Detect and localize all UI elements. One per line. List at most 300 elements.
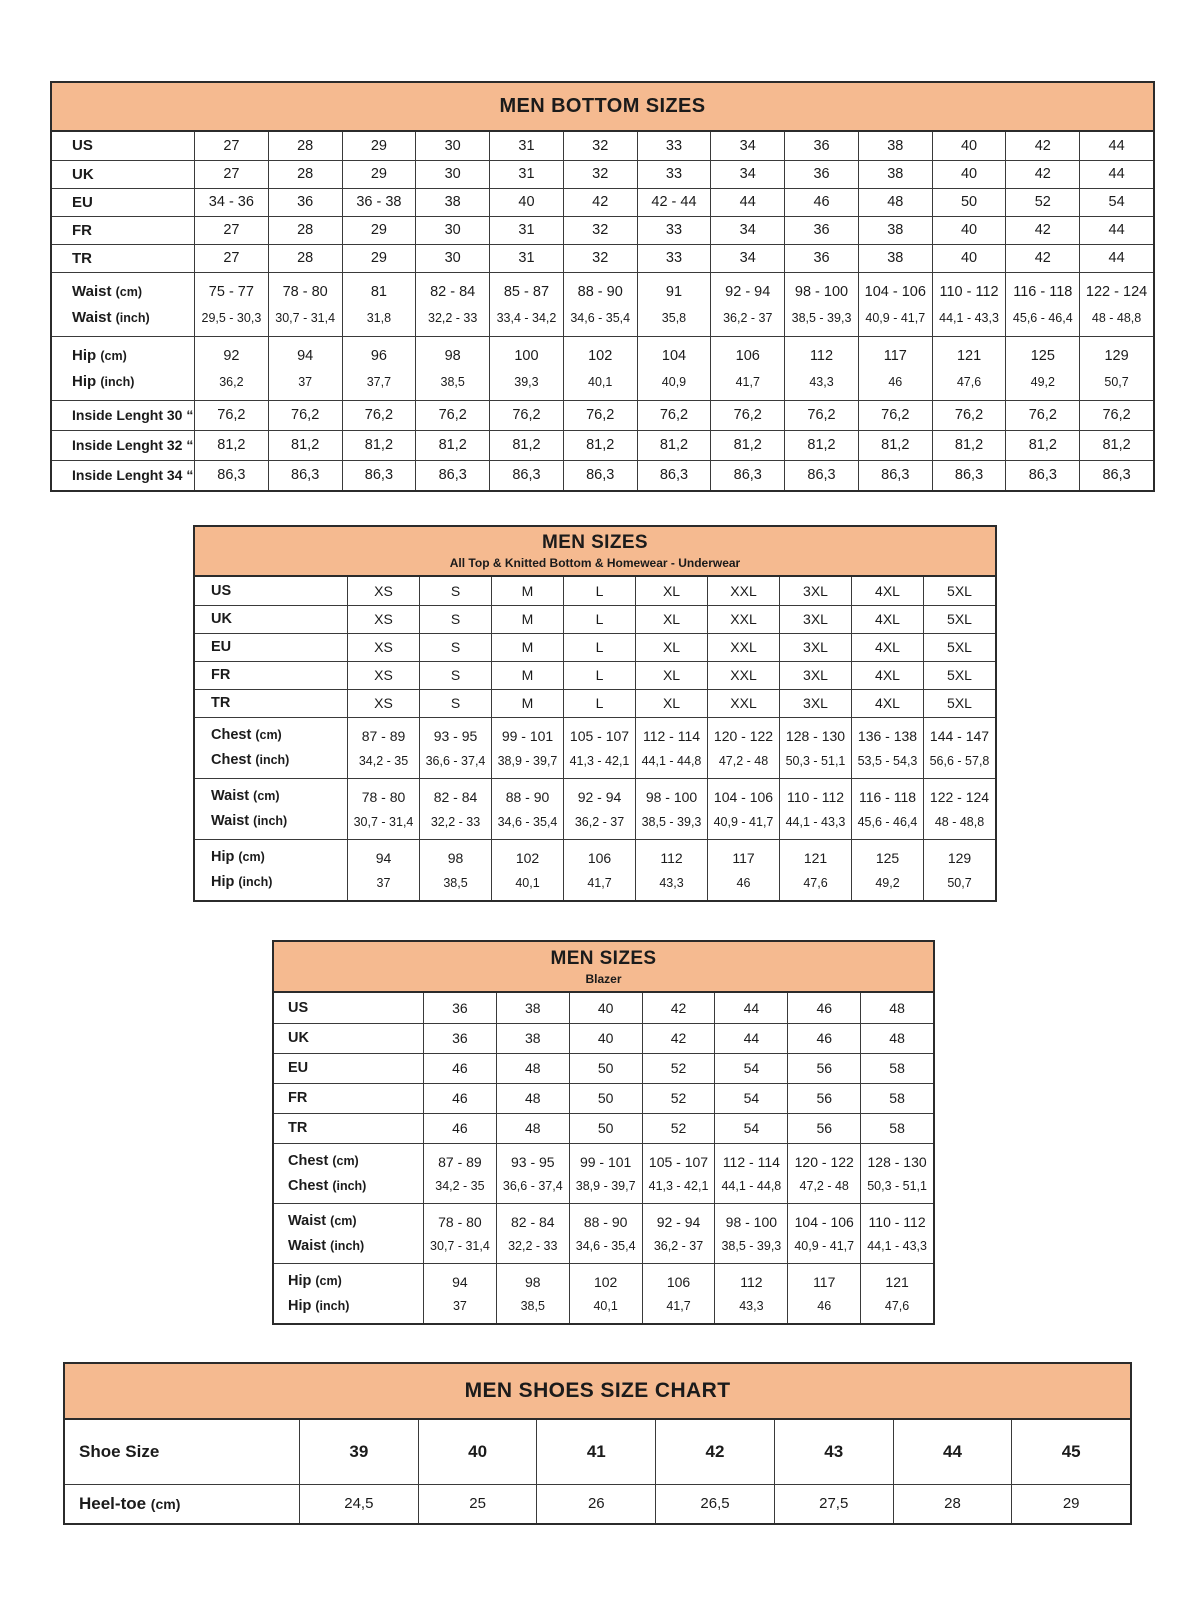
size-cell bbox=[536, 1485, 655, 1523]
size-cell bbox=[858, 273, 932, 336]
size-cell bbox=[1079, 132, 1153, 160]
size-cell bbox=[923, 779, 995, 839]
size-value: 50 bbox=[960, 194, 978, 211]
size-value: 44 bbox=[1108, 250, 1125, 267]
size-value: 28 bbox=[297, 222, 314, 239]
size-cell bbox=[1005, 401, 1079, 430]
table-row bbox=[52, 188, 1153, 216]
size-cell bbox=[714, 1024, 787, 1053]
size-cell bbox=[418, 1485, 537, 1523]
row-label-text: FR bbox=[211, 667, 231, 684]
size-cell bbox=[932, 337, 1006, 400]
size-value: 39,3 bbox=[514, 374, 539, 389]
size-cell bbox=[635, 690, 707, 717]
row-label bbox=[274, 1114, 423, 1143]
row-label bbox=[274, 993, 423, 1023]
size-value: L bbox=[595, 667, 604, 684]
size-cell bbox=[342, 461, 416, 490]
size-value: 87 - 89 bbox=[438, 1153, 482, 1170]
row-label bbox=[274, 1024, 423, 1053]
size-cell bbox=[714, 1084, 787, 1113]
size-value: 106 bbox=[666, 1273, 691, 1290]
size-cell bbox=[415, 273, 489, 336]
size-value: 76,2 bbox=[1028, 407, 1057, 424]
size-value: 27 bbox=[223, 250, 240, 267]
size-cell bbox=[423, 1264, 496, 1323]
size-value: 122 - 124 bbox=[929, 788, 990, 805]
size-value: 98 - 100 bbox=[725, 1213, 778, 1230]
size-cell bbox=[642, 1114, 715, 1143]
size-value: 76,2 bbox=[291, 407, 320, 424]
table-row bbox=[274, 1083, 933, 1113]
size-cell bbox=[851, 840, 923, 900]
size-value: 42 bbox=[670, 999, 687, 1016]
size-value: 53,5 - 54,3 bbox=[857, 753, 918, 768]
size-cell bbox=[642, 1024, 715, 1053]
size-value: 86,3 bbox=[291, 467, 320, 484]
size-value: 105 - 107 bbox=[569, 727, 630, 744]
size-value: 3XL bbox=[803, 611, 828, 628]
size-value: 38 bbox=[887, 166, 904, 183]
size-cell bbox=[563, 840, 635, 900]
size-value: 78 - 80 bbox=[438, 1213, 482, 1230]
size-value: 82 - 84 bbox=[510, 1213, 555, 1230]
size-cell bbox=[299, 1420, 418, 1484]
size-cell bbox=[419, 840, 491, 900]
size-value: S bbox=[450, 639, 461, 656]
size-value: 4XL bbox=[875, 639, 900, 656]
size-cell bbox=[1079, 245, 1153, 272]
size-value: 98 - 100 bbox=[645, 788, 698, 805]
size-cell bbox=[569, 1264, 642, 1323]
size-value: XL bbox=[662, 639, 681, 656]
size-value: 29,5 - 30,3 bbox=[201, 310, 262, 325]
size-value: 50 bbox=[597, 1090, 614, 1107]
size-value: 76,2 bbox=[586, 407, 615, 424]
size-cell bbox=[858, 401, 932, 430]
size-value: 36,2 - 37 bbox=[723, 310, 773, 325]
size-value: 48 bbox=[525, 1090, 541, 1107]
size-value: 46 bbox=[816, 1030, 833, 1047]
size-value: 110 - 112 bbox=[786, 788, 845, 805]
size-value: 98 bbox=[447, 849, 464, 866]
row-label-text: UK bbox=[72, 165, 94, 183]
size-cell bbox=[268, 461, 342, 490]
size-value: 36,6 - 37,4 bbox=[425, 753, 486, 768]
size-cell bbox=[342, 337, 416, 400]
size-value: 106 bbox=[587, 849, 612, 866]
size-cell bbox=[415, 132, 489, 160]
table-row bbox=[195, 605, 995, 633]
size-value: 44,1 - 44,8 bbox=[641, 753, 702, 768]
size-value: 110 - 112 bbox=[939, 283, 999, 300]
size-cell bbox=[1079, 161, 1153, 188]
size-value: 38,5 - 39,3 bbox=[721, 1239, 782, 1254]
size-value: 40 bbox=[518, 194, 535, 211]
size-value: 122 - 124 bbox=[1085, 283, 1148, 300]
size-cell bbox=[860, 993, 933, 1023]
size-cell bbox=[779, 779, 851, 839]
size-cell bbox=[710, 189, 784, 216]
size-cell bbox=[423, 1054, 496, 1083]
size-value: 46 bbox=[452, 1060, 468, 1077]
table-row bbox=[52, 400, 1153, 430]
size-value: L bbox=[595, 639, 604, 656]
size-value: 38 bbox=[887, 250, 904, 267]
size-cell bbox=[194, 401, 268, 430]
size-cell bbox=[707, 718, 779, 778]
size-value: 36 bbox=[813, 250, 830, 267]
size-value: 121 bbox=[803, 849, 828, 866]
size-cell bbox=[569, 1024, 642, 1053]
size-value: 36,2 - 37 bbox=[653, 1239, 704, 1254]
size-value: 48 - 48,8 bbox=[1091, 310, 1142, 325]
row-label-text: Chest (inch) bbox=[288, 1177, 367, 1194]
size-cell bbox=[415, 461, 489, 490]
size-value: 50,3 - 51,1 bbox=[867, 1179, 927, 1194]
size-value: 5XL bbox=[947, 695, 972, 712]
row-label-text: Chest (cm) bbox=[211, 726, 282, 743]
size-cell bbox=[710, 431, 784, 460]
row-label bbox=[195, 577, 347, 605]
size-cell bbox=[858, 245, 932, 272]
size-cell bbox=[496, 1024, 569, 1053]
size-value: 56 bbox=[816, 1060, 833, 1077]
men-sizes-blazer-table bbox=[272, 940, 935, 1325]
row-label bbox=[52, 245, 194, 272]
size-value: 34 - 36 bbox=[208, 194, 254, 211]
size-cell bbox=[923, 606, 995, 633]
size-cell bbox=[347, 718, 419, 778]
size-value: 117 bbox=[813, 1273, 836, 1290]
size-cell bbox=[779, 718, 851, 778]
size-value: 40 bbox=[468, 1442, 488, 1462]
row-label bbox=[274, 1054, 423, 1083]
size-value: 44 bbox=[1108, 166, 1125, 183]
size-value: 110 - 112 bbox=[868, 1213, 926, 1230]
row-label-text: Waist (inch) bbox=[72, 309, 150, 327]
size-value: 33,4 - 34,2 bbox=[496, 310, 557, 325]
size-value: 86,3 bbox=[217, 467, 246, 484]
size-value: 40 bbox=[960, 137, 978, 154]
size-cell bbox=[342, 217, 416, 244]
size-value: 144 - 147 bbox=[929, 727, 990, 744]
table-row bbox=[195, 577, 995, 605]
size-value: 136 - 138 bbox=[857, 727, 918, 744]
size-value: 36,2 - 37 bbox=[574, 814, 625, 829]
size-value: 81 bbox=[370, 283, 387, 300]
size-value: 43 bbox=[824, 1442, 844, 1462]
size-value: 32 bbox=[592, 250, 609, 267]
size-value: 36 bbox=[452, 999, 468, 1016]
size-value: 45,6 - 46,4 bbox=[1012, 310, 1073, 325]
size-cell bbox=[489, 401, 563, 430]
size-cell bbox=[268, 431, 342, 460]
size-cell bbox=[423, 1024, 496, 1053]
row-label bbox=[274, 1204, 423, 1263]
size-value: 49,2 bbox=[1030, 374, 1055, 389]
size-value: 38 bbox=[887, 137, 904, 154]
size-value: 34 bbox=[739, 222, 756, 239]
size-value: 92 - 94 bbox=[577, 788, 622, 805]
size-cell bbox=[779, 634, 851, 661]
size-value: 30,7 - 31,4 bbox=[353, 814, 414, 829]
size-cell bbox=[563, 779, 635, 839]
size-cell bbox=[342, 401, 416, 430]
table-row bbox=[52, 216, 1153, 244]
size-value: 31 bbox=[518, 166, 535, 183]
row-label bbox=[52, 132, 194, 160]
size-value: 48 bbox=[889, 1030, 905, 1047]
size-cell bbox=[860, 1054, 933, 1083]
size-value: 78 - 80 bbox=[282, 283, 328, 300]
size-value: 42 bbox=[705, 1442, 725, 1462]
size-value: 40,9 - 41,7 bbox=[713, 814, 774, 829]
row-label bbox=[195, 718, 347, 778]
row-label bbox=[65, 1420, 299, 1484]
size-value: 46 bbox=[452, 1120, 468, 1137]
size-value: 37 bbox=[298, 374, 313, 389]
size-cell bbox=[707, 662, 779, 689]
size-cell bbox=[851, 634, 923, 661]
size-cell bbox=[860, 1024, 933, 1053]
size-value: 49,2 bbox=[875, 875, 900, 890]
size-value: 104 - 106 bbox=[713, 788, 774, 805]
size-cell bbox=[707, 690, 779, 717]
row-label-text: Heel-toe (cm) bbox=[79, 1494, 181, 1514]
size-value: 48 bbox=[525, 1060, 541, 1077]
size-value: 125 bbox=[1030, 347, 1055, 364]
size-cell bbox=[194, 189, 268, 216]
size-cell bbox=[858, 461, 932, 490]
size-value: 3XL bbox=[803, 582, 828, 599]
size-cell bbox=[563, 662, 635, 689]
table-subtitle: Blazer bbox=[585, 971, 622, 986]
size-value: 76,2 bbox=[954, 407, 984, 424]
size-cell bbox=[707, 779, 779, 839]
size-value: XXL bbox=[730, 611, 757, 628]
size-value: 29 bbox=[370, 166, 387, 183]
size-cell bbox=[1005, 461, 1079, 490]
size-value: 81,2 bbox=[438, 437, 467, 454]
row-label-text: Inside Lenght 34 “ bbox=[72, 467, 194, 484]
size-cell bbox=[491, 662, 563, 689]
size-cell bbox=[851, 662, 923, 689]
row-label-text: Chest (inch) bbox=[211, 752, 290, 769]
size-value: 81,2 bbox=[954, 437, 984, 454]
table-row bbox=[52, 460, 1153, 490]
size-value: 31 bbox=[518, 137, 535, 154]
size-cell bbox=[419, 662, 491, 689]
row-label-text: EU bbox=[72, 193, 93, 211]
size-value: 78 - 80 bbox=[361, 788, 406, 805]
size-cell bbox=[1005, 189, 1079, 216]
table-title: MEN SHOES SIZE CHART bbox=[464, 1379, 731, 1402]
size-cell bbox=[419, 779, 491, 839]
row-label-text: UK bbox=[288, 1030, 309, 1047]
size-value: 36 bbox=[452, 1030, 468, 1047]
size-cell bbox=[342, 161, 416, 188]
size-value: 86,3 bbox=[881, 467, 910, 484]
size-value: 37,7 bbox=[366, 374, 392, 389]
size-value: 129 bbox=[1104, 347, 1129, 364]
size-value: 50 bbox=[597, 1060, 614, 1077]
size-value: 86,3 bbox=[733, 467, 762, 484]
size-value: 3XL bbox=[803, 667, 828, 684]
table-row bbox=[65, 1420, 1130, 1484]
size-cell bbox=[932, 431, 1006, 460]
size-value: S bbox=[450, 695, 461, 712]
size-value: 29 bbox=[1062, 1495, 1080, 1513]
size-cell bbox=[784, 161, 858, 188]
size-value: M bbox=[521, 639, 534, 656]
size-value: XXL bbox=[730, 639, 757, 656]
size-value: 99 - 101 bbox=[501, 727, 554, 744]
size-value: M bbox=[521, 667, 534, 684]
size-cell bbox=[1079, 461, 1153, 490]
size-cell bbox=[655, 1420, 774, 1484]
row-label bbox=[274, 1144, 423, 1203]
size-cell bbox=[194, 217, 268, 244]
size-value: 75 - 77 bbox=[208, 283, 254, 300]
size-value: XL bbox=[662, 667, 681, 684]
size-cell bbox=[342, 245, 416, 272]
size-value: 5XL bbox=[947, 611, 972, 628]
row-label bbox=[52, 189, 194, 216]
size-cell bbox=[923, 577, 995, 605]
size-value: 41,7 bbox=[735, 374, 760, 389]
size-value: 81,2 bbox=[364, 437, 394, 454]
size-value: 36,2 bbox=[219, 374, 244, 389]
size-value: 48 bbox=[889, 999, 905, 1016]
size-cell bbox=[784, 337, 858, 400]
size-value: 94 bbox=[452, 1273, 468, 1290]
size-cell bbox=[415, 189, 489, 216]
size-value: 92 bbox=[223, 347, 240, 364]
size-value: 86,3 bbox=[807, 467, 836, 484]
size-cell bbox=[714, 1114, 787, 1143]
size-cell bbox=[268, 189, 342, 216]
row-label-text: Shoe Size bbox=[79, 1442, 160, 1462]
size-value: 36 - 38 bbox=[356, 194, 402, 211]
row-label-text: TR bbox=[211, 695, 231, 712]
size-cell bbox=[923, 840, 995, 900]
size-cell bbox=[496, 1264, 569, 1323]
size-cell bbox=[415, 245, 489, 272]
size-value: 31,8 bbox=[366, 310, 392, 325]
size-value: 88 - 90 bbox=[583, 1213, 628, 1230]
size-cell bbox=[787, 1084, 860, 1113]
size-cell bbox=[563, 401, 637, 430]
size-cell bbox=[489, 132, 563, 160]
size-value: 38 bbox=[887, 222, 904, 239]
size-value: 76,2 bbox=[438, 407, 467, 424]
size-value: XS bbox=[374, 667, 393, 684]
size-cell bbox=[347, 690, 419, 717]
size-cell bbox=[784, 132, 858, 160]
size-value: 38 bbox=[525, 999, 541, 1016]
table-title: MEN SIZES bbox=[550, 947, 657, 969]
size-value: M bbox=[521, 695, 534, 712]
row-label-text: EU bbox=[288, 1060, 309, 1077]
size-cell bbox=[569, 1054, 642, 1083]
size-value: 94 bbox=[375, 849, 392, 866]
size-cell bbox=[491, 718, 563, 778]
table-row bbox=[52, 132, 1153, 160]
size-value: 34,6 - 35,4 bbox=[497, 814, 558, 829]
size-cell bbox=[784, 189, 858, 216]
size-value: 42 bbox=[1034, 250, 1051, 267]
size-value: XXL bbox=[730, 695, 757, 712]
size-value: 87 - 89 bbox=[361, 727, 406, 744]
table-subtitle: All Top & Knitted Bottom & Homewear - Underwear bbox=[449, 556, 741, 570]
size-value: 30 bbox=[444, 137, 461, 154]
size-cell bbox=[635, 718, 707, 778]
table-rows bbox=[52, 132, 1153, 490]
row-label-text: UK bbox=[211, 611, 232, 628]
size-value: 54 bbox=[743, 1120, 760, 1137]
size-value: 44,1 - 43,3 bbox=[785, 814, 846, 829]
size-value: 41,3 - 42,1 bbox=[648, 1179, 709, 1194]
size-value: 5XL bbox=[947, 639, 972, 656]
size-cell bbox=[418, 1420, 537, 1484]
size-value: 104 - 106 bbox=[864, 283, 926, 300]
size-value: 36 bbox=[813, 222, 830, 239]
row-label-text: Waist (inch) bbox=[288, 1237, 365, 1254]
row-label bbox=[274, 1264, 423, 1323]
table-row bbox=[52, 336, 1153, 400]
size-cell bbox=[268, 132, 342, 160]
size-cell bbox=[635, 606, 707, 633]
size-value: 46 bbox=[888, 374, 903, 389]
size-value: 26,5 bbox=[700, 1495, 730, 1513]
table-row bbox=[274, 1203, 933, 1263]
size-value: 82 - 84 bbox=[430, 283, 476, 300]
size-value: 102 bbox=[588, 347, 613, 364]
size-cell bbox=[707, 577, 779, 605]
size-value: 43,3 bbox=[809, 374, 834, 389]
size-value: 81,2 bbox=[807, 437, 836, 454]
size-cell bbox=[779, 840, 851, 900]
size-value: 32,2 - 33 bbox=[508, 1239, 558, 1254]
size-value: 94 bbox=[297, 347, 314, 364]
size-cell bbox=[563, 217, 637, 244]
size-value: 36 bbox=[813, 166, 830, 183]
size-value: 43,3 bbox=[739, 1299, 764, 1314]
size-cell bbox=[779, 690, 851, 717]
size-cell bbox=[655, 1485, 774, 1523]
size-value: L bbox=[595, 582, 604, 599]
size-cell bbox=[194, 161, 268, 188]
size-cell bbox=[1005, 273, 1079, 336]
size-cell bbox=[637, 245, 711, 272]
size-value: 41,3 - 42,1 bbox=[569, 753, 630, 768]
size-cell bbox=[860, 1204, 933, 1263]
size-cell bbox=[268, 273, 342, 336]
row-label-text: Hip (cm) bbox=[211, 848, 265, 865]
size-cell bbox=[932, 132, 1006, 160]
size-cell bbox=[893, 1420, 1012, 1484]
row-label bbox=[195, 840, 347, 900]
row-label bbox=[52, 431, 194, 460]
size-value: 52 bbox=[1034, 194, 1051, 211]
size-cell bbox=[635, 840, 707, 900]
size-value: 36 bbox=[297, 194, 314, 211]
row-label-text: Waist (cm) bbox=[211, 787, 280, 804]
size-value: 112 bbox=[660, 849, 683, 866]
size-value: 38,5 bbox=[440, 374, 465, 389]
size-value: 82 - 84 bbox=[433, 788, 478, 805]
